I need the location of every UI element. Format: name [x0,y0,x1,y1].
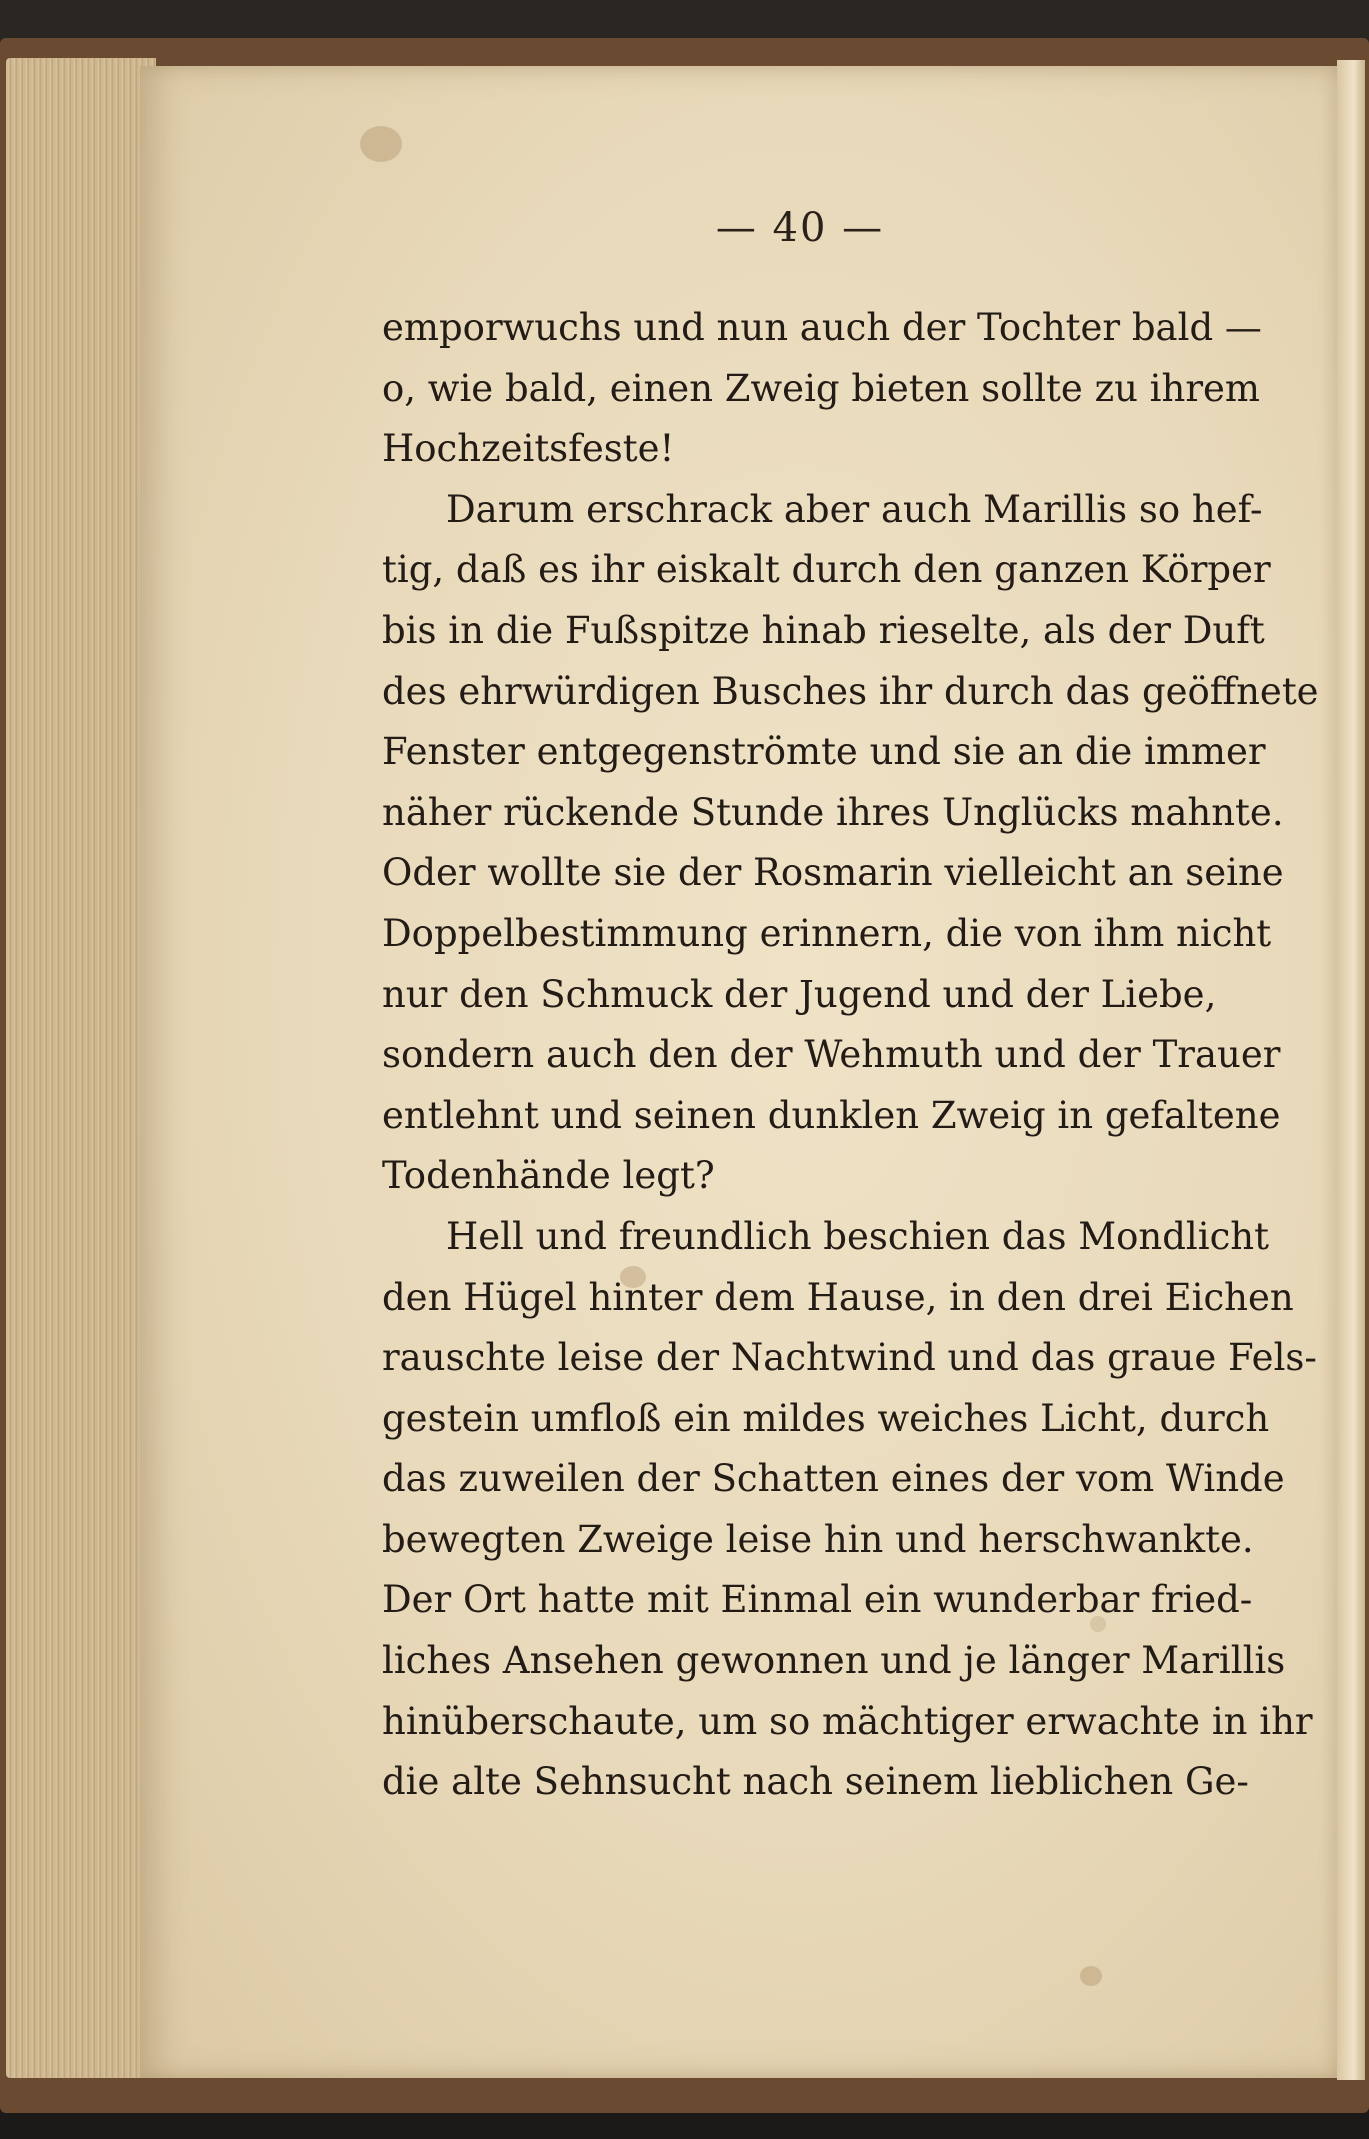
text-line: nur den Schmuck der Jugend und der Liebe, [382,972,1217,1016]
text-line: des ehrwürdigen Busches ihr durch das geöffnete [382,669,1319,713]
paper-stain [1080,1966,1102,1986]
text-line: bewegten Zweige leise hin und herschwankte. [382,1517,1254,1561]
text-line: sondern auch den der Wehmuth und der Trauer [382,1033,1281,1077]
text-line: Doppelbestimmung erinnern, die von ihm nicht [382,911,1272,955]
text-line: rauschte leise der Nachtwind und das graue Fels- [382,1336,1317,1380]
text-line: Oder wollte sie der Rosmarin vielleicht an seine [382,851,1284,895]
text-line: bis in die Fußspitze hinab rieselte, als der Duft [382,608,1265,652]
body-text [382,298,1319,1813]
text-line: gestein umfloß ein mildes weiches Licht, durch [382,1396,1270,1440]
text-line: tig, daß es ihr eiskalt durch den ganzen Körper [382,548,1271,592]
text-line: den Hügel hinter dem Hause, in den drei Eichen [382,1275,1294,1319]
page-stack-edge [6,58,156,2078]
text-line: das zuweilen der Schatten eines der vom Winde [382,1457,1285,1501]
text-line: näher rückende Stunde ihres Unglücks mahnte. [382,790,1284,834]
facing-page-edge [1337,60,1365,2080]
paper-stain [360,126,402,162]
text-line: Der Ort hatte mit Einmal ein wunderbar fried- [382,1578,1253,1622]
text-line: o, wie bald, einen Zweig bieten sollte zu ihrem [382,366,1260,410]
text-line: Hochzeitsfeste! [382,427,675,471]
page-number: — 40 — [715,205,885,251]
text-line: entlehnt und seinen dunklen Zweig in gefaltene [382,1093,1281,1137]
text-line: Hell und freundlich beschien das Mondlicht [446,1214,1269,1258]
text-line: Fenster entgegenströmte und sie an die immer [382,730,1266,774]
text-line: die alte Sehnsucht nach seinem lieblichen Ge- [382,1760,1249,1804]
text-line: liches Ansehen gewonnen und je länger Marillis [382,1639,1286,1683]
text-line: hinüberschaute, um so mächtiger erwachte in ihr [382,1699,1313,1743]
text-line: Todenhände legt? [382,1154,715,1198]
text-line: Darum erschrack aber auch Marillis so hef- [446,487,1263,531]
text-line: emporwuchs und nun auch der Tochter bald — [382,306,1262,349]
